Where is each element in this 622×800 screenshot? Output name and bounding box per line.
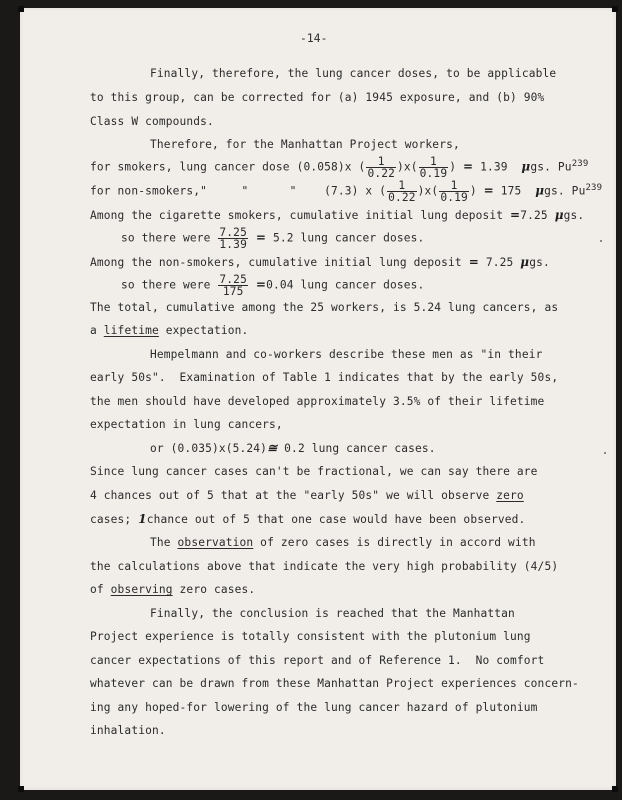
- paragraph-line: ing any hoped-for lowering of the lung cancer hazard of plutonium: [90, 701, 538, 714]
- paragraph-line: to this group, can be corrected for (a) 1945 exposure, and (b) 90%: [90, 91, 545, 104]
- paragraph-line: Therefore, for the Manhattan Project workers,: [150, 138, 460, 151]
- paragraph-line: the men should have developed approximately 3.5% of their lifetime: [90, 395, 545, 408]
- smokers-doses-line: so there were $\frac{7.25}{1.39}$ = 5.2 lung cancer doses.: [121, 226, 425, 251]
- smokers-deposit-line: Among the cigarette smokers, cumulative initial lung deposit =7.25 μgs.: [90, 208, 585, 222]
- isotope-superscript: 239: [585, 182, 603, 193]
- micro-symbol: μ: [521, 159, 531, 174]
- handwritten-correction: 1: [138, 512, 147, 526]
- approx-equal-mark: =: [462, 159, 474, 174]
- approx-equal-mark: =: [255, 277, 267, 292]
- equation-prefix: for smokers, lung cancer dose (0.058)x: [90, 160, 352, 174]
- paragraph-line: 4 chances out of 5 that at the "early 50s" we will observe zero: [90, 489, 524, 502]
- approx-equal-mark: ≅: [267, 441, 278, 455]
- nonsmokers-dose-equation: for non-smokers," " " (7.3) x ( $\frac{1}{0.22}$ )x( $\frac{1}{0.19}$ ) = 175 μgs. Pu$^{239}$: [90, 179, 603, 204]
- fraction: $\frac{1}{0.22}$: [388, 179, 416, 204]
- nonsmokers-doses-line: so there were $\frac{7.25}{175}$ =0.04 lung cancer doses.: [121, 273, 425, 298]
- paragraph-line: Since lung cancer cases can't be fractional, we can say there are: [90, 465, 538, 478]
- paragraph-line: early 50s". Examination of Table 1 indicates that by the early 50s,: [90, 371, 559, 384]
- smokers-dose-equation: for smokers, lung cancer dose (0.058)x ( $\frac{1}{0.22}$ )x( $\frac{1}{0.19}$ ) = 1.39 μgs. Pu$^{239}$: [90, 155, 589, 180]
- paragraph-line: Class W compounds.: [90, 115, 214, 128]
- fraction: $\frac{7.25}{1.39}$: [219, 226, 247, 251]
- paragraph-line: a lifetime expectation.: [90, 324, 249, 337]
- paragraph-line: Project experience is totally consistent with the plutonium lung: [90, 630, 531, 643]
- approx-equal-mark: =: [255, 230, 267, 245]
- fraction: $\frac{1}{0.22}$: [367, 155, 395, 180]
- underlined-word: observation: [177, 536, 254, 549]
- paragraph-line: Hempelmann and co-workers describe these men as "in their: [150, 348, 543, 361]
- micro-symbol: μ: [520, 255, 530, 269]
- paragraph-line: expectation in lung cancers,: [90, 418, 283, 431]
- underlined-word: lifetime: [103, 324, 159, 337]
- paragraph-line: whatever can be drawn from these Manhattan Project experiences concern-: [90, 677, 579, 690]
- paragraph-line: of observing zero cases.: [90, 583, 256, 596]
- underlined-word: observing: [110, 583, 173, 596]
- paragraph-line: inhalation.: [90, 724, 166, 737]
- approx-equal-mark: =: [510, 208, 521, 222]
- smokers-result: 1.39: [480, 160, 508, 174]
- fraction: $\frac{1}{0.19}$: [419, 155, 448, 180]
- fraction: $\frac{1}{0.19}$: [440, 179, 468, 204]
- isotope-superscript: 239: [571, 158, 589, 169]
- paragraph-line: Finally, therefore, the lung cancer doses, to be applicable: [150, 67, 557, 80]
- paragraph-line: cancer expectations of this report and of Reference 1. No comfort: [90, 654, 545, 667]
- paragraph-line: The observation of zero cases is directly in accord with: [150, 536, 536, 549]
- equation-prefix: for non-smokers," " " (7.3) x: [90, 184, 373, 198]
- underlined-word: zero: [496, 489, 524, 502]
- approx-equal-mark: =: [468, 255, 479, 269]
- paragraph-line: Finally, the conclusion is reached that the Manhattan: [150, 607, 515, 620]
- paragraph-line: The total, cumulative among the 25 workers, is 5.24 lung cancers, as: [90, 301, 559, 314]
- micro-symbol: μ: [535, 183, 545, 198]
- approx-equal-mark: =: [483, 183, 494, 198]
- paragraph-line: the calculations above that indicate the very high probability (4/5): [90, 560, 559, 573]
- micro-symbol: μ: [554, 208, 564, 222]
- cases-calculation-line: or (0.035)x(5.24)≅ 0.2 lung cancer cases.: [150, 441, 436, 455]
- nonsmokers-result: 175: [500, 184, 522, 198]
- fraction: $\frac{7.25}{175}$: [219, 273, 247, 298]
- page-number: -14-: [300, 32, 328, 45]
- nonsmokers-deposit-line: Among the non-smokers, cumulative initial lung deposit = 7.25 μgs.: [90, 255, 550, 269]
- paragraph-line: cases; 1chance out of 5 that one case would have been observed.: [90, 512, 526, 526]
